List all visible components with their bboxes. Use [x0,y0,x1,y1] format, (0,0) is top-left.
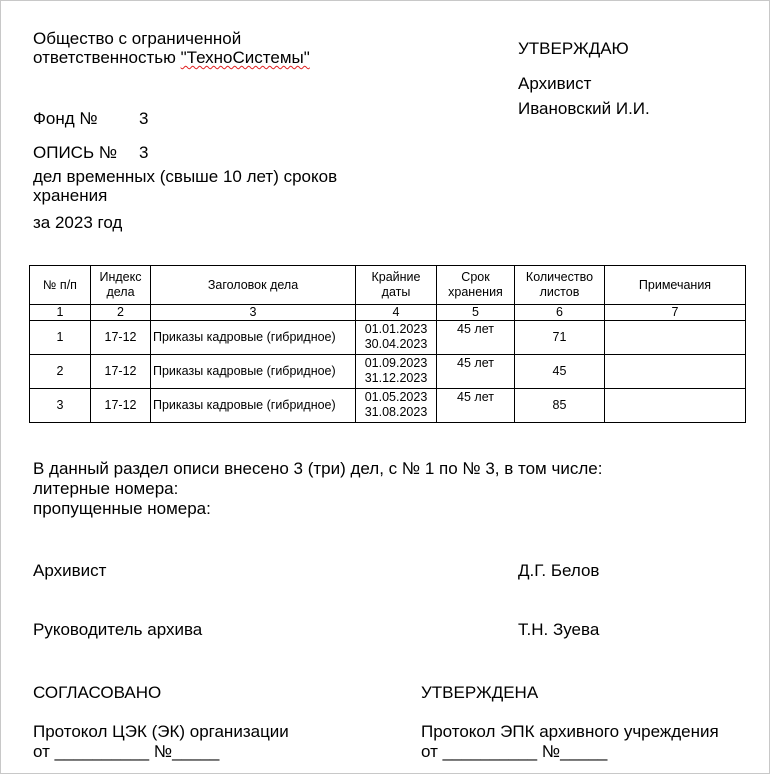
row-term: 45 лет [437,355,515,389]
table-row [30,321,746,355]
header-term: Срок хранения [437,266,515,305]
approve-name: Ивановский И.И. [518,99,650,118]
signature-role-archivist: Архивист [33,561,107,580]
row-dates [356,321,437,355]
table-row [30,355,746,389]
fond-label: Фонд № [33,109,98,128]
row-num: 1 [30,321,91,355]
row-date-start: 01.09.2023 [364,356,428,370]
row-num: 2 [30,355,91,389]
approved-title: УТВЕРЖДЕНА [421,683,539,702]
approved-protocol-from: от __________ №_____ [421,742,608,761]
table-row [30,389,746,423]
organization-name [33,29,363,67]
opis-value: 3 [139,143,149,162]
row-term: 45 лет [437,389,515,423]
header-title: Заголовок дела [151,266,356,305]
header-notes: Примечания [605,266,746,305]
org-line-1: Общество с ограниченной [33,29,242,48]
row-term: 45 лет [437,321,515,355]
row-index: 17-12 [91,389,151,423]
agreed-protocol-from: от __________ №_____ [33,742,220,761]
inventory-description: дел временных (свыше 10 лет) сроков хранения [33,167,338,205]
column-number: 1 [30,305,91,321]
row-index: 17-12 [91,321,151,355]
row-date-start: 01.05.2023 [364,390,428,404]
inventory-table [29,265,746,423]
fond-value: 3 [139,109,149,128]
header-sheets: Количество листов [515,266,605,305]
column-number: 7 [605,305,746,321]
column-number: 4 [356,305,437,321]
row-dates [356,355,437,389]
column-number: 6 [515,305,605,321]
row-index: 17-12 [91,355,151,389]
agreed-protocol: Протокол ЦЭК (ЭК) организации [33,722,289,741]
row-notes [605,321,746,355]
signature-name-archivist: Д.Г. Белов [518,561,600,580]
row-dates [356,389,437,423]
summary-main: В данный раздел описи внесено 3 (три) дел, с № 1 по № 3, в том числе: [33,459,603,478]
row-title: Приказы кадровые (гибридное) [151,355,356,389]
table-header-row [30,266,746,305]
summary-skipped-numbers: пропущенные номера: [33,499,211,518]
row-sheets: 45 [515,355,605,389]
approve-title: УТВЕРЖДАЮ [518,39,629,58]
header-dates: Крайние даты [356,266,437,305]
column-number: 5 [437,305,515,321]
row-sheets: 71 [515,321,605,355]
summary-literal-numbers: литерные номера: [33,479,179,498]
header-index: Индекс дела [91,266,151,305]
row-date-end: 31.12.2023 [364,371,428,385]
row-date-start: 01.01.2023 [364,322,428,336]
approved-protocol: Протокол ЭПК архивного учреждения [421,722,719,741]
agreed-title: СОГЛАСОВАНО [33,683,162,702]
column-number: 3 [151,305,356,321]
row-num: 3 [30,389,91,423]
row-date-end: 31.08.2023 [364,405,428,419]
signature-role-head: Руководитель архива [33,620,203,639]
opis-label: ОПИСЬ № [33,143,118,162]
row-title: Приказы кадровые (гибридное) [151,389,356,423]
row-date-end: 30.04.2023 [364,337,428,351]
org-line-2-prefix: ответственностью [33,48,181,67]
column-number-row [30,305,746,321]
approve-role: Архивист [518,74,592,93]
org-company-name: "ТехноСистемы" [180,48,310,67]
signature-name-head: Т.Н. Зуева [518,620,600,639]
inventory-year: за 2023 год [33,213,123,232]
column-number: 2 [91,305,151,321]
row-notes [605,355,746,389]
row-notes [605,389,746,423]
header-num: № п/п [30,266,91,305]
row-sheets: 85 [515,389,605,423]
row-title: Приказы кадровые (гибридное) [151,321,356,355]
